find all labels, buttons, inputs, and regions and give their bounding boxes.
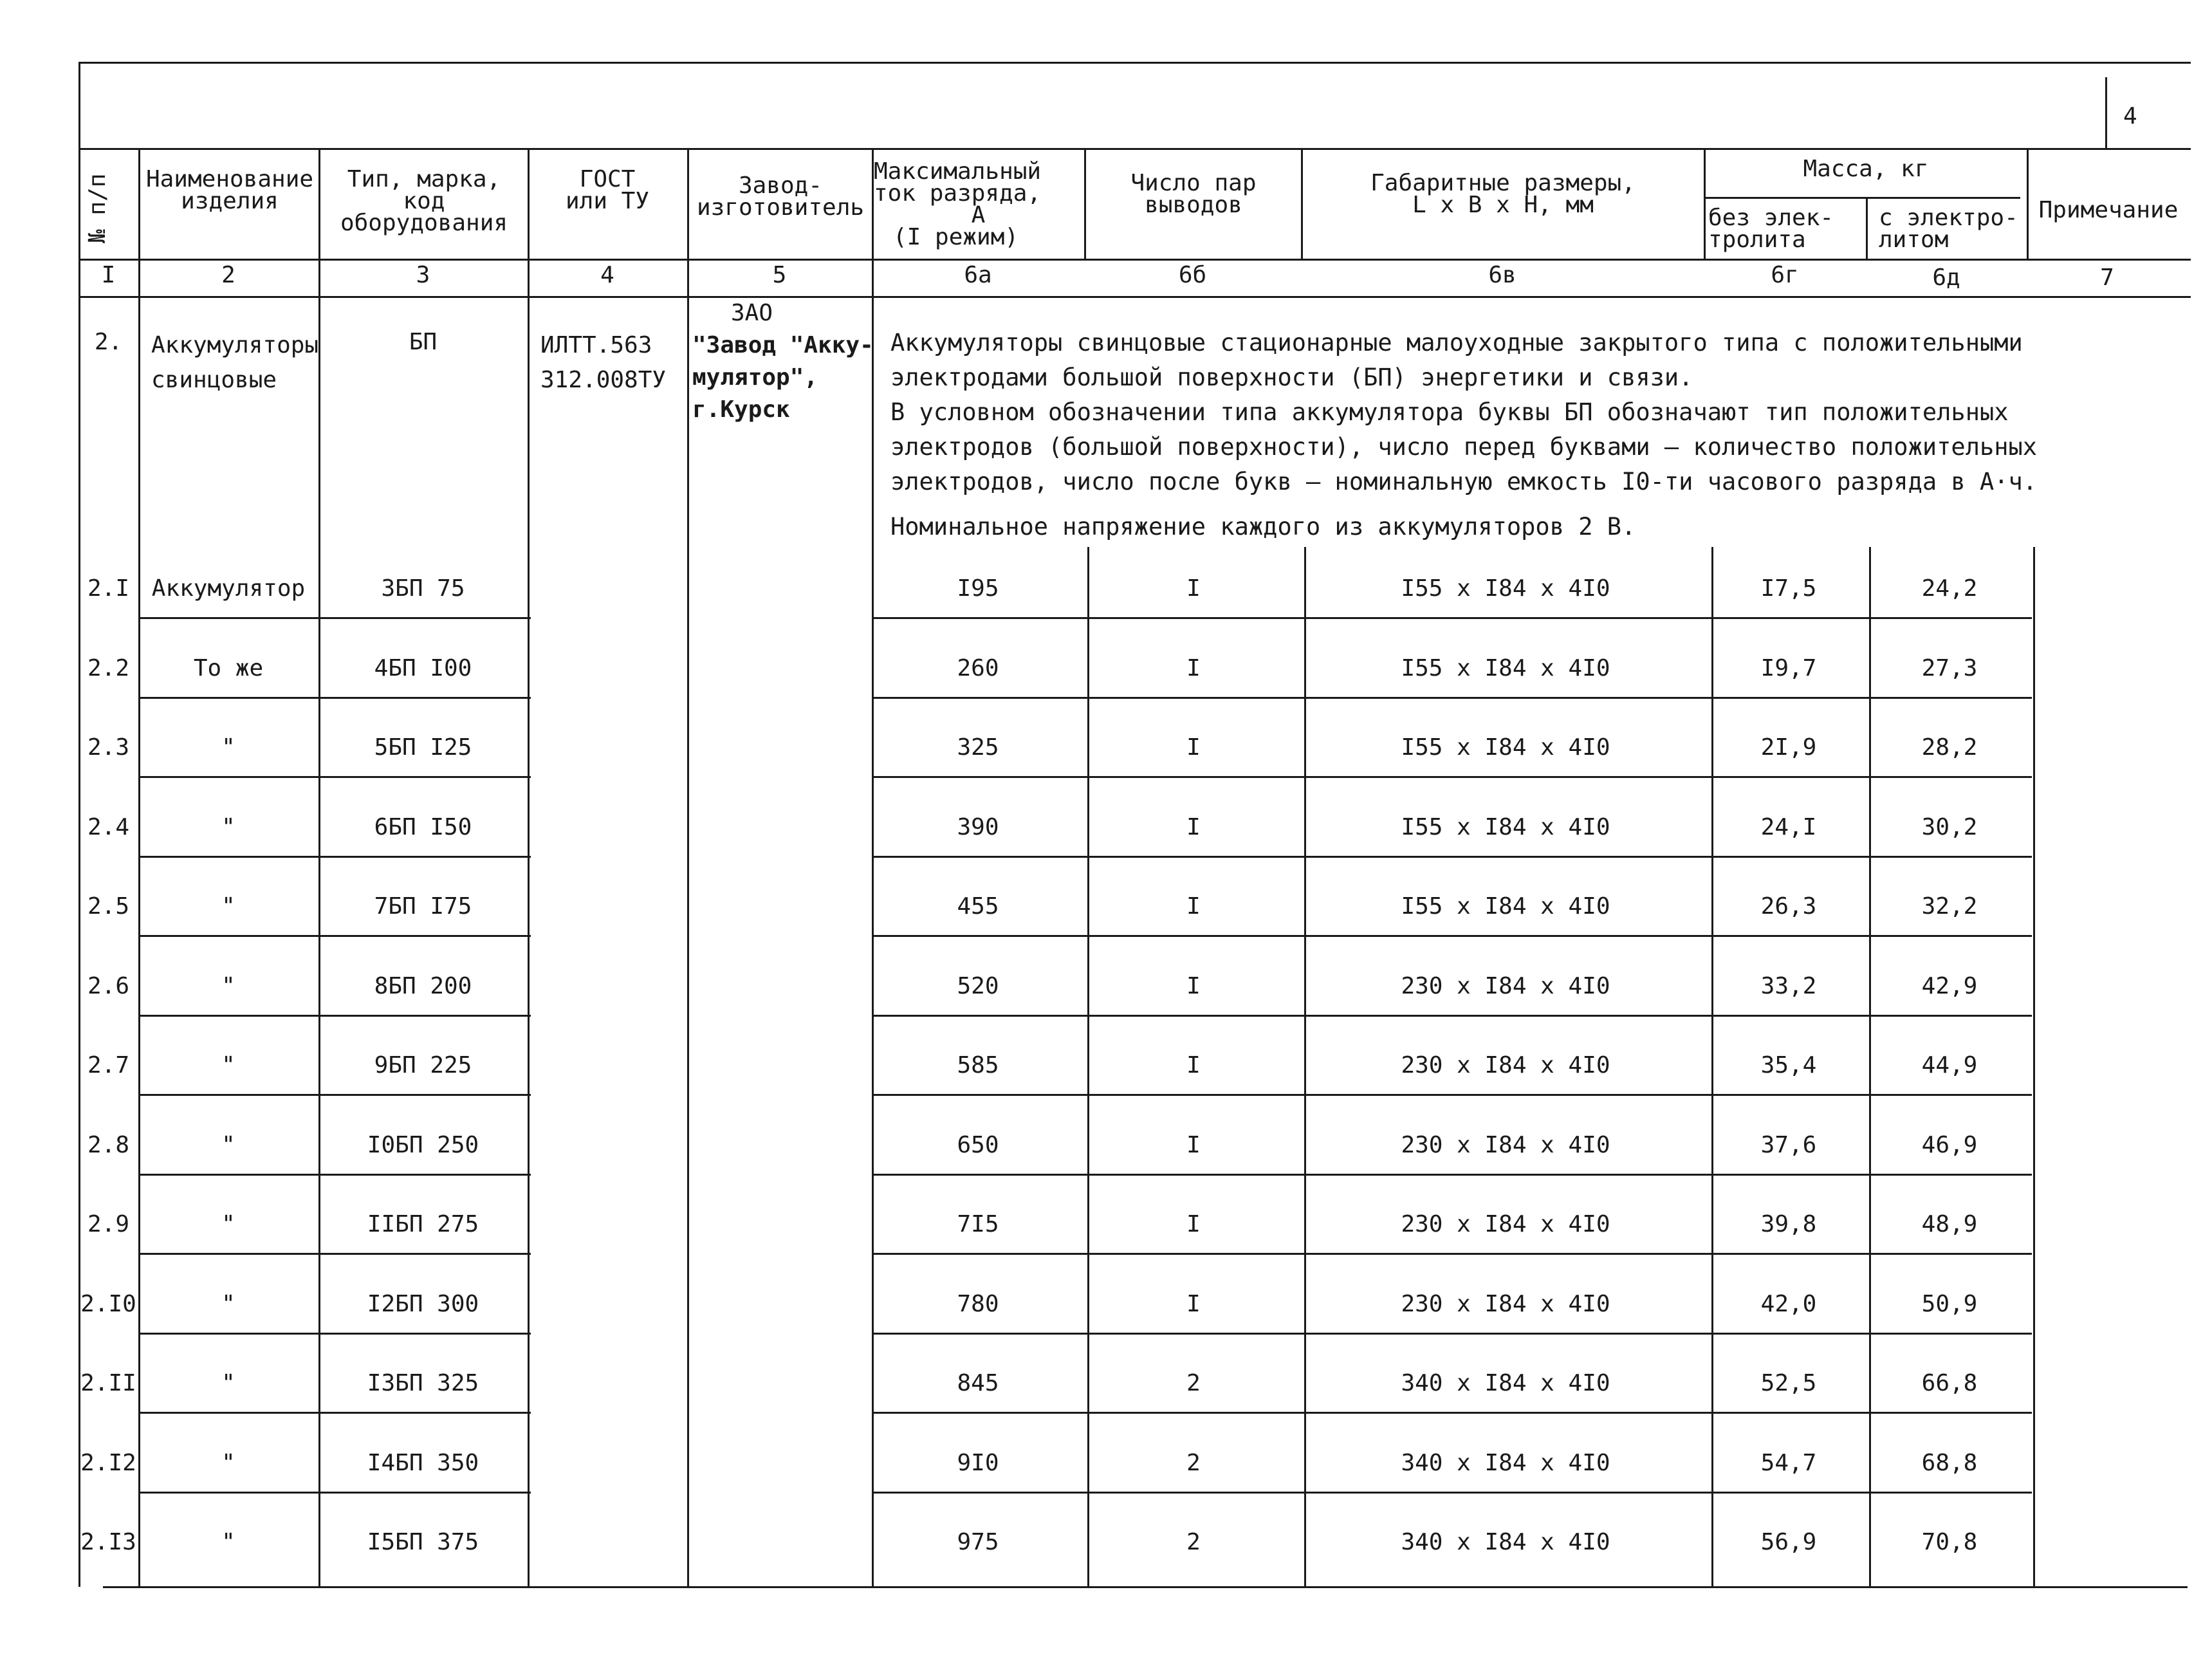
cell-mass-no: 2I,9 <box>1760 734 1817 761</box>
row-rule <box>874 776 2032 778</box>
col-divider-6 <box>1084 148 1086 259</box>
header-mass: Масса, кг <box>1803 156 1929 182</box>
cell-mass-with: 68,8 <box>1921 1450 1978 1476</box>
cell-mass-with: 24,2 <box>1921 575 1978 602</box>
cell-name: " <box>221 1211 235 1237</box>
mass-split-rule <box>1705 197 2020 199</box>
header-maker: Завод- изготовитель <box>696 172 865 221</box>
cell-type: IIБП 275 <box>367 1211 479 1237</box>
cell-pairs: I <box>1186 1132 1201 1158</box>
cell-name: " <box>221 1052 235 1078</box>
cell-num: 2.2 <box>87 655 130 681</box>
row-rule <box>138 1492 531 1494</box>
cell-mass-with: 70,8 <box>1921 1529 1978 1555</box>
cell-name: " <box>221 1529 235 1555</box>
cell-type: 9БП 225 <box>374 1052 472 1078</box>
cell-mass-with: 30,2 <box>1921 814 1978 840</box>
cell-type: I3БП 325 <box>367 1370 479 1396</box>
cell-pairs: I <box>1186 893 1201 920</box>
col-number-2: 2 <box>221 262 235 288</box>
row-rule <box>138 1412 531 1414</box>
col-divider-9 <box>1866 197 1868 259</box>
cell-pairs: 2 <box>1186 1370 1201 1396</box>
col-number-6v: 6в <box>1488 262 1516 288</box>
cell-num: 2.5 <box>87 893 130 920</box>
cell-dims: 230 x I84 x 4I0 <box>1401 1052 1610 1078</box>
row-rule <box>138 776 531 778</box>
cell-mass-no: 26,3 <box>1760 893 1817 920</box>
col-number-6g: 6г <box>1771 262 1799 288</box>
group-description: Аккумуляторы свинцовые стационарные малоуходные закрытого типа с положительными электродами большой поверхности (БП) энергетики и связи. В условном обозначении типа аккумулятора буквы БП обозначают тип положительных электродов (большой поверхности), число перед буквами – количество положительных электродов, число после букв – номинальную емкость I0-ти часового разряда в А·ч. Номинальное напряжение каждого из аккумуляторов 2 В. <box>890 329 2038 541</box>
group-gost: ИЛТТ.563 312.008ТУ <box>540 332 667 393</box>
col-number-5: 5 <box>772 262 787 288</box>
cell-mass-no: I9,7 <box>1760 655 1817 681</box>
row-rule <box>874 1094 2032 1096</box>
cell-num: 2.4 <box>87 814 130 840</box>
row-rule <box>138 935 531 937</box>
cell-current: 390 <box>957 814 999 840</box>
cell-dims: 230 x I84 x 4I0 <box>1401 1291 1610 1317</box>
cell-dims: 230 x I84 x 4I0 <box>1401 1211 1610 1237</box>
cell-mass-no: 56,9 <box>1760 1529 1817 1555</box>
row-rule <box>138 1015 531 1017</box>
cell-mass-with: 42,9 <box>1921 973 1978 999</box>
cell-dims: I55 x I84 x 4I0 <box>1401 893 1610 920</box>
cell-dims: I55 x I84 x 4I0 <box>1401 814 1610 840</box>
cell-num: 2.3 <box>87 734 130 761</box>
header-num: № п/п <box>84 173 111 243</box>
cell-name: " <box>221 1370 235 1396</box>
header-bottom-rule <box>78 259 2191 261</box>
cell-mass-no: 33,2 <box>1760 973 1817 999</box>
cell-dims: 230 x I84 x 4I0 <box>1401 1132 1610 1158</box>
cell-type: I0БП 250 <box>367 1132 479 1158</box>
cell-mass-no: 54,7 <box>1760 1450 1817 1476</box>
bottom-border <box>103 1586 2188 1588</box>
col-number-4: 4 <box>600 262 614 288</box>
cell-dims: 340 x I84 x 4I0 <box>1401 1529 1610 1555</box>
cell-pairs: I <box>1186 1211 1201 1237</box>
cell-pairs: I <box>1186 814 1201 840</box>
cell-num: 2.I0 <box>80 1291 136 1317</box>
cell-num: 2.8 <box>87 1132 130 1158</box>
col-number-1: I <box>101 262 116 288</box>
row-rule <box>874 1492 2032 1494</box>
cell-name: То же <box>193 655 264 681</box>
cell-num: 2.I <box>87 575 130 602</box>
cell-dims: 230 x I84 x 4I0 <box>1401 973 1610 999</box>
cell-name: " <box>221 1450 235 1476</box>
cell-num: 2.9 <box>87 1211 130 1237</box>
cell-type: 6БП I50 <box>374 814 472 840</box>
header-mass-with-electrolyte: с электро- литом <box>1879 205 2018 253</box>
cell-pairs: I <box>1186 1291 1201 1317</box>
group-type: БП <box>409 329 438 355</box>
cell-mass-with: 46,9 <box>1921 1132 1978 1158</box>
header-pairs: Число пар выводов <box>1130 170 1257 218</box>
col-number-6a: 6а <box>964 262 992 288</box>
cell-type: I5БП 375 <box>367 1529 479 1555</box>
row-rule <box>874 697 2032 699</box>
cell-pairs: I <box>1186 973 1201 999</box>
row-rule <box>138 1253 531 1255</box>
cell-mass-no: I7,5 <box>1760 575 1817 602</box>
cell-pairs: 2 <box>1186 1450 1201 1476</box>
cell-name: " <box>221 734 235 761</box>
cell-num: 2.7 <box>87 1052 130 1078</box>
row-rule <box>138 697 531 699</box>
col-divider-7 <box>1301 148 1303 259</box>
col-divider-10 <box>2027 148 2029 259</box>
header-note: Примечание <box>2038 197 2179 223</box>
column-number-rule <box>78 296 2191 298</box>
cell-type: 5БП I25 <box>374 734 472 761</box>
row-rule <box>874 1333 2032 1335</box>
header-mass-no-electrolyte: без элек- тролита <box>1708 205 1834 253</box>
cell-current: 325 <box>957 734 999 761</box>
row-rule <box>138 617 531 619</box>
cell-mass-no: 39,8 <box>1760 1211 1817 1237</box>
cell-current: 585 <box>957 1052 999 1078</box>
cell-pairs: I <box>1186 1052 1201 1078</box>
header-top-rule <box>78 148 2191 150</box>
cell-current: I95 <box>957 575 999 602</box>
cell-name: " <box>221 1132 235 1158</box>
row-rule <box>138 1174 531 1176</box>
page-number: 4 <box>2123 103 2137 129</box>
col-divider-10-body <box>2033 547 2035 1586</box>
row-rule <box>138 1094 531 1096</box>
cell-dims: I55 x I84 x 4I0 <box>1401 734 1610 761</box>
cell-mass-no: 35,4 <box>1760 1052 1817 1078</box>
cell-current: 7I5 <box>957 1211 999 1237</box>
cell-num: 2.6 <box>87 973 130 999</box>
cell-pairs: I <box>1186 734 1201 761</box>
cell-name: " <box>221 973 235 999</box>
cell-name: Аккумулятор <box>151 575 306 602</box>
row-rule <box>874 856 2032 858</box>
cell-num: 2.II <box>80 1370 136 1396</box>
cell-current: 780 <box>957 1291 999 1317</box>
cell-pairs: 2 <box>1186 1529 1201 1555</box>
group-maker: ЗАО "Завод "Акку- мулятор", г.Курск <box>692 300 874 423</box>
group-name: Аккумуляторы свинцовые <box>151 332 319 393</box>
row-rule <box>138 1333 531 1335</box>
cell-current: 520 <box>957 973 999 999</box>
cell-mass-with: 44,9 <box>1921 1052 1978 1078</box>
cell-dims: 340 x I84 x 4I0 <box>1401 1450 1610 1476</box>
row-rule <box>874 1253 2032 1255</box>
row-rule <box>874 935 2032 937</box>
col-number-3: 3 <box>416 262 430 288</box>
cell-dims: I55 x I84 x 4I0 <box>1401 655 1610 681</box>
cell-type: 3БП 75 <box>381 575 465 602</box>
cell-type: 7БП I75 <box>374 893 472 920</box>
cell-pairs: I <box>1186 575 1201 602</box>
col-divider-3 <box>528 148 530 1586</box>
cell-name: " <box>221 1291 235 1317</box>
cell-current: 975 <box>957 1529 999 1555</box>
col-divider-4 <box>687 148 689 1586</box>
cell-mass-with: 48,9 <box>1921 1211 1978 1237</box>
cell-mass-no: 42,0 <box>1760 1291 1817 1317</box>
page-number-divider <box>2105 77 2107 148</box>
col-number-7: 7 <box>2100 264 2114 291</box>
top-border <box>78 62 2191 64</box>
col-divider-8 <box>1704 148 1706 259</box>
cell-current: 260 <box>957 655 999 681</box>
group-num: 2. <box>94 329 123 355</box>
row-rule <box>874 1015 2032 1017</box>
cell-num: 2.I3 <box>80 1529 136 1555</box>
cell-mass-no: 52,5 <box>1760 1370 1817 1396</box>
cell-dims: 340 x I84 x 4I0 <box>1401 1370 1610 1396</box>
cell-type: I4БП 350 <box>367 1450 479 1476</box>
header-gost: ГОСТ или ТУ <box>565 166 650 214</box>
cell-mass-no: 37,6 <box>1760 1132 1817 1158</box>
cell-mass-no: 24,I <box>1760 814 1817 840</box>
header-dims: Габаритные размеры, L x B x H, мм <box>1370 170 1636 218</box>
row-rule <box>138 856 531 858</box>
cell-current: 845 <box>957 1370 999 1396</box>
header-type: Тип, марка, код оборудования <box>340 166 508 236</box>
cell-type: 4БП I00 <box>374 655 472 681</box>
col-number-6b: 6б <box>1178 262 1207 288</box>
cell-current: 455 <box>957 893 999 920</box>
header-name: Наименование изделия <box>145 166 314 214</box>
cell-current: 9I0 <box>957 1450 999 1476</box>
row-rule <box>874 1174 2032 1176</box>
cell-dims: I55 x I84 x 4I0 <box>1401 575 1610 602</box>
cell-mass-with: 27,3 <box>1921 655 1978 681</box>
header-current: Максимальный ток разряда, А (I режим) <box>874 158 1042 250</box>
cell-type: 8БП 200 <box>374 973 472 999</box>
cell-type: I2БП 300 <box>367 1291 479 1317</box>
cell-mass-with: 66,8 <box>1921 1370 1978 1396</box>
cell-name: " <box>221 893 235 920</box>
cell-mass-with: 50,9 <box>1921 1291 1978 1317</box>
cell-mass-with: 32,2 <box>1921 893 1978 920</box>
cell-pairs: I <box>1186 655 1201 681</box>
cell-current: 650 <box>957 1132 999 1158</box>
cell-name: " <box>221 814 235 840</box>
cell-mass-with: 28,2 <box>1921 734 1978 761</box>
row-rule <box>874 617 2032 619</box>
col-number-6d: 6д <box>1932 264 1960 291</box>
cell-num: 2.I2 <box>80 1450 136 1476</box>
row-rule <box>874 1412 2032 1414</box>
